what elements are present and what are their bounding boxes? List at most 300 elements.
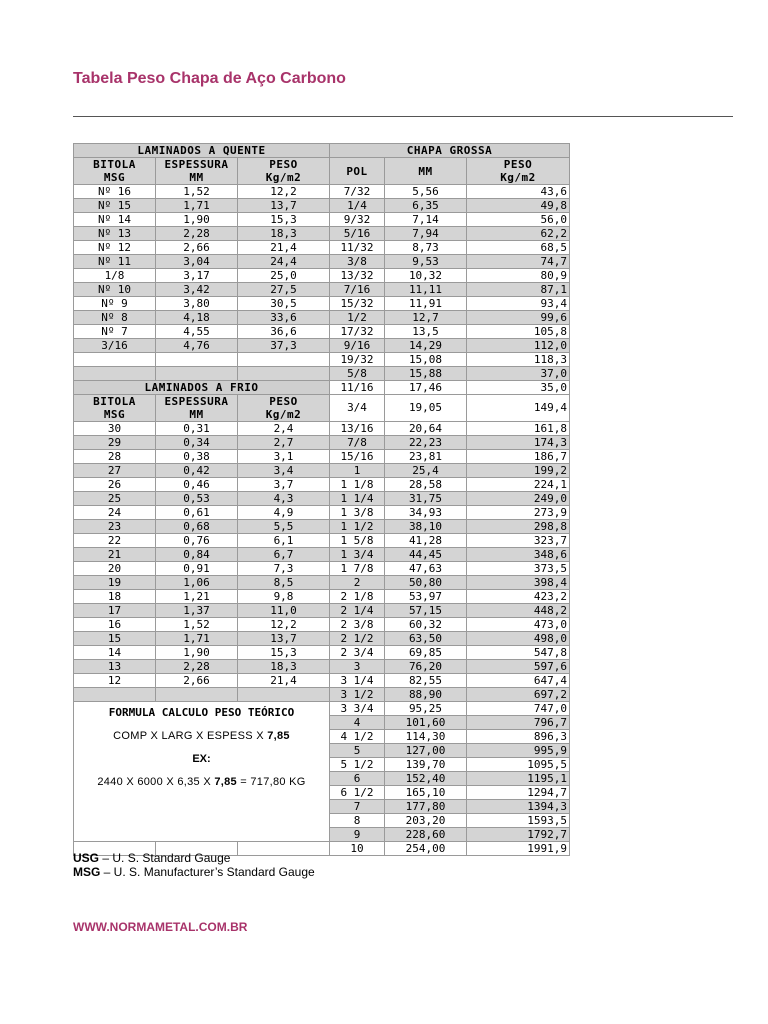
peso-cell: 348,6 xyxy=(467,548,570,562)
espessura-cell: 2,66 xyxy=(156,674,238,688)
table-row xyxy=(74,618,570,632)
pol-cell: 7 xyxy=(330,800,385,814)
pol-cell: 1/2 xyxy=(330,311,385,325)
msg-definition: MSG – U. S. Manufacturer’s Standard Gauge xyxy=(73,865,315,879)
pol-cell: 1 1/8 xyxy=(330,478,385,492)
pol-cell: 1/4 xyxy=(330,199,385,213)
peso-cell: 2,7 xyxy=(238,436,330,450)
pol-cell: 15/32 xyxy=(330,297,385,311)
mm-cell: 152,40 xyxy=(385,772,467,786)
pol-cell: 2 1/4 xyxy=(330,604,385,618)
peso-cell: 298,8 xyxy=(467,520,570,534)
peso-cell: 9,8 xyxy=(238,590,330,604)
pol-cell: 1 1/4 xyxy=(330,492,385,506)
col-header-bitola: BITOLA MSG xyxy=(74,395,156,422)
espessura-cell: 1,52 xyxy=(156,618,238,632)
espessura-cell: 3,80 xyxy=(156,297,238,311)
mm-cell: 15,08 xyxy=(385,353,467,367)
peso-cell: 1095,5 xyxy=(467,758,570,772)
mm-cell: 38,10 xyxy=(385,520,467,534)
mm-cell: 25,4 xyxy=(385,464,467,478)
peso-cell: 1593,5 xyxy=(467,814,570,828)
peso-cell: 27,5 xyxy=(238,283,330,297)
peso-cell: 896,3 xyxy=(467,730,570,744)
bitola-cell: 20 xyxy=(74,562,156,576)
pol-cell: 15/16 xyxy=(330,450,385,464)
table-row xyxy=(74,632,570,646)
pol-cell: 1 7/8 xyxy=(330,562,385,576)
bitola-cell: 24 xyxy=(74,506,156,520)
table-row xyxy=(74,297,570,311)
pol-cell: 1 3/8 xyxy=(330,506,385,520)
mm-cell: 34,93 xyxy=(385,506,467,520)
espessura-cell: 3,17 xyxy=(156,269,238,283)
bitola-cell: 23 xyxy=(74,520,156,534)
mm-cell: 9,53 xyxy=(385,255,467,269)
espessura-cell: 1,71 xyxy=(156,632,238,646)
bitola-cell: 25 xyxy=(74,492,156,506)
peso-cell: 1792,7 xyxy=(467,828,570,842)
pol-cell: 6 1/2 xyxy=(330,786,385,800)
espessura-cell: 0,34 xyxy=(156,436,238,450)
mm-cell: 127,00 xyxy=(385,744,467,758)
pol-cell: 2 xyxy=(330,576,385,590)
empty-cell xyxy=(238,688,330,702)
mm-cell: 5,56 xyxy=(385,185,467,199)
pol-cell: 2 1/2 xyxy=(330,632,385,646)
peso-cell: 68,5 xyxy=(467,241,570,255)
mm-cell: 47,63 xyxy=(385,562,467,576)
table-row xyxy=(74,506,570,520)
mm-cell: 139,70 xyxy=(385,758,467,772)
table-row xyxy=(74,450,570,464)
mm-cell: 165,10 xyxy=(385,786,467,800)
bitola-cell: 15 xyxy=(74,632,156,646)
espessura-cell: 0,84 xyxy=(156,548,238,562)
espessura-cell: 1,90 xyxy=(156,213,238,227)
peso-cell: 99,6 xyxy=(467,311,570,325)
pol-cell: 1 1/2 xyxy=(330,520,385,534)
table-row xyxy=(74,478,570,492)
peso-cell: 25,0 xyxy=(238,269,330,283)
peso-cell: 13,7 xyxy=(238,632,330,646)
pol-cell: 1 xyxy=(330,464,385,478)
peso-cell: 5,5 xyxy=(238,520,330,534)
peso-cell: 995,9 xyxy=(467,744,570,758)
bitola-cell: 1/8 xyxy=(74,269,156,283)
bitola-cell: 26 xyxy=(74,478,156,492)
usg-definition: USG – U. S. Standard Gauge xyxy=(73,851,231,865)
mm-cell: 31,75 xyxy=(385,492,467,506)
peso-cell: 1991,9 xyxy=(467,842,570,856)
peso-cell: 15,3 xyxy=(238,213,330,227)
peso-cell: 11,0 xyxy=(238,604,330,618)
mm-cell: 11,11 xyxy=(385,283,467,297)
pol-cell: 13/16 xyxy=(330,422,385,436)
formula-expression: COMP X LARG X ESPESS X 7,85 xyxy=(113,730,290,742)
mm-cell: 44,45 xyxy=(385,548,467,562)
peso-cell: 105,8 xyxy=(467,325,570,339)
peso-cell: 6,7 xyxy=(238,548,330,562)
bitola-cell: 30 xyxy=(74,422,156,436)
bitola-cell: 27 xyxy=(74,464,156,478)
section-header-thick: CHAPA GROSSA xyxy=(330,144,570,158)
bitola-cell: 19 xyxy=(74,576,156,590)
mm-cell: 7,94 xyxy=(385,227,467,241)
bitola-cell: Nº 9 xyxy=(74,297,156,311)
peso-cell: 2,4 xyxy=(238,422,330,436)
peso-cell: 43,6 xyxy=(467,185,570,199)
pol-cell: 11/32 xyxy=(330,241,385,255)
mm-cell: 14,29 xyxy=(385,339,467,353)
website-link[interactable]: WWW.NORMAMETAL.COM.BR xyxy=(73,920,248,934)
table-row xyxy=(74,395,570,422)
bitola-cell: 17 xyxy=(74,604,156,618)
table-row xyxy=(74,422,570,436)
mm-cell: 50,80 xyxy=(385,576,467,590)
espessura-cell: 2,66 xyxy=(156,241,238,255)
peso-cell: 149,4 xyxy=(467,395,570,422)
col-header-mm: MM xyxy=(385,158,467,185)
pol-cell: 9 xyxy=(330,828,385,842)
peso-cell: 199,2 xyxy=(467,464,570,478)
table-row xyxy=(74,325,570,339)
col-header-peso: PESO Kg/m2 xyxy=(238,158,330,185)
mm-cell: 203,20 xyxy=(385,814,467,828)
espessura-cell: 0,42 xyxy=(156,464,238,478)
peso-cell: 323,7 xyxy=(467,534,570,548)
mm-cell: 6,35 xyxy=(385,199,467,213)
table-row xyxy=(74,311,570,325)
peso-cell: 174,3 xyxy=(467,436,570,450)
pol-cell: 3 xyxy=(330,660,385,674)
col-header-pol: POL xyxy=(330,158,385,185)
espessura-cell: 0,68 xyxy=(156,520,238,534)
peso-cell: 547,8 xyxy=(467,646,570,660)
pol-cell: 9/32 xyxy=(330,213,385,227)
empty-cell xyxy=(156,688,238,702)
table-row xyxy=(74,702,570,716)
peso-cell: 33,6 xyxy=(238,311,330,325)
table-row xyxy=(74,283,570,297)
bitola-cell: Nº 16 xyxy=(74,185,156,199)
espessura-cell: 1,71 xyxy=(156,199,238,213)
peso-cell: 87,1 xyxy=(467,283,570,297)
bitola-cell: 13 xyxy=(74,660,156,674)
espessura-cell: 0,46 xyxy=(156,478,238,492)
table-row xyxy=(74,255,570,269)
peso-cell: 224,1 xyxy=(467,478,570,492)
table-row xyxy=(74,646,570,660)
pol-cell: 11/16 xyxy=(330,381,385,395)
pol-cell: 4 1/2 xyxy=(330,730,385,744)
espessura-cell: 3,04 xyxy=(156,255,238,269)
pol-cell: 1 3/4 xyxy=(330,548,385,562)
pol-cell: 3 1/2 xyxy=(330,688,385,702)
peso-cell: 118,3 xyxy=(467,353,570,367)
empty-cell xyxy=(74,688,156,702)
bitola-cell: Nº 10 xyxy=(74,283,156,297)
peso-cell: 161,8 xyxy=(467,422,570,436)
pol-cell: 7/32 xyxy=(330,185,385,199)
col-header-bitola: BITOLA MSG xyxy=(74,158,156,185)
peso-cell: 12,2 xyxy=(238,618,330,632)
peso-cell: 49,8 xyxy=(467,199,570,213)
mm-cell: 19,05 xyxy=(385,395,467,422)
peso-cell: 249,0 xyxy=(467,492,570,506)
table-row xyxy=(74,213,570,227)
peso-cell: 15,3 xyxy=(238,646,330,660)
col-header-espessura: ESPESSURA MM xyxy=(156,395,238,422)
table-row xyxy=(74,144,570,158)
pol-cell: 4 xyxy=(330,716,385,730)
peso-cell: 6,1 xyxy=(238,534,330,548)
peso-cell: 12,2 xyxy=(238,185,330,199)
pol-cell: 5/16 xyxy=(330,227,385,241)
page-title: Tabela Peso Chapa de Aço Carbono xyxy=(73,70,346,87)
peso-cell: 186,7 xyxy=(467,450,570,464)
espessura-cell: 2,28 xyxy=(156,227,238,241)
mm-cell: 28,58 xyxy=(385,478,467,492)
espessura-cell: 2,28 xyxy=(156,660,238,674)
espessura-cell: 1,06 xyxy=(156,576,238,590)
empty-cell xyxy=(238,353,330,367)
mm-cell: 53,97 xyxy=(385,590,467,604)
mm-cell: 76,20 xyxy=(385,660,467,674)
peso-cell: 37,3 xyxy=(238,339,330,353)
pol-cell: 13/32 xyxy=(330,269,385,283)
peso-cell: 398,4 xyxy=(467,576,570,590)
bitola-cell: 12 xyxy=(74,674,156,688)
pol-cell: 2 3/4 xyxy=(330,646,385,660)
peso-cell: 7,3 xyxy=(238,562,330,576)
section-header-hot: LAMINADOS A QUENTE xyxy=(74,144,330,158)
peso-cell: 796,7 xyxy=(467,716,570,730)
section-header-cold: LAMINADOS A FRIO xyxy=(74,381,330,395)
mm-cell: 95,25 xyxy=(385,702,467,716)
peso-cell: 473,0 xyxy=(467,618,570,632)
col-header-espessura: ESPESSURA MM xyxy=(156,158,238,185)
mm-cell: 13,5 xyxy=(385,325,467,339)
table-row xyxy=(74,562,570,576)
peso-cell: 647,4 xyxy=(467,674,570,688)
peso-cell: 8,5 xyxy=(238,576,330,590)
pol-cell: 19/32 xyxy=(330,353,385,367)
espessura-cell: 1,37 xyxy=(156,604,238,618)
formula-example: 2440 X 6000 X 6,35 X 7,85 = 717,80 KG xyxy=(97,776,306,788)
mm-cell: 17,46 xyxy=(385,381,467,395)
espessura-cell: 1,52 xyxy=(156,185,238,199)
bitola-cell: 3/16 xyxy=(74,339,156,353)
bitola-cell: 29 xyxy=(74,436,156,450)
pol-cell: 2 3/8 xyxy=(330,618,385,632)
mm-cell: 82,55 xyxy=(385,674,467,688)
table-row xyxy=(74,185,570,199)
peso-cell: 93,4 xyxy=(467,297,570,311)
mm-cell: 15,88 xyxy=(385,367,467,381)
peso-cell: 62,2 xyxy=(467,227,570,241)
mm-cell: 11,91 xyxy=(385,297,467,311)
peso-cell: 21,4 xyxy=(238,674,330,688)
espessura-cell: 4,55 xyxy=(156,325,238,339)
table-row xyxy=(74,520,570,534)
empty-cell xyxy=(74,353,156,367)
espessura-cell: 4,76 xyxy=(156,339,238,353)
bitola-cell: Nº 7 xyxy=(74,325,156,339)
peso-cell: 4,3 xyxy=(238,492,330,506)
table-row xyxy=(74,227,570,241)
mm-cell: 69,85 xyxy=(385,646,467,660)
mm-cell: 101,60 xyxy=(385,716,467,730)
pol-cell: 3 3/4 xyxy=(330,702,385,716)
pol-cell: 5 xyxy=(330,744,385,758)
peso-cell: 597,6 xyxy=(467,660,570,674)
espessura-cell: 0,76 xyxy=(156,534,238,548)
formula-block xyxy=(74,702,330,842)
pol-cell: 17/32 xyxy=(330,325,385,339)
mm-cell: 41,28 xyxy=(385,534,467,548)
mm-cell: 254,00 xyxy=(385,842,467,856)
pol-cell: 7/16 xyxy=(330,283,385,297)
peso-cell: 13,7 xyxy=(238,199,330,213)
empty-cell xyxy=(156,367,238,381)
title-divider xyxy=(73,116,733,117)
espessura-cell: 0,53 xyxy=(156,492,238,506)
pol-cell: 7/8 xyxy=(330,436,385,450)
table-row xyxy=(74,353,570,367)
empty-cell xyxy=(238,367,330,381)
mm-cell: 63,50 xyxy=(385,632,467,646)
bitola-cell: Nº 15 xyxy=(74,199,156,213)
bitola-cell: 21 xyxy=(74,548,156,562)
peso-cell: 448,2 xyxy=(467,604,570,618)
table-row xyxy=(74,241,570,255)
peso-cell: 423,2 xyxy=(467,590,570,604)
table-row xyxy=(74,548,570,562)
mm-cell: 23,81 xyxy=(385,450,467,464)
mm-cell: 177,80 xyxy=(385,800,467,814)
table-row xyxy=(74,590,570,604)
table-row xyxy=(74,199,570,213)
peso-cell: 21,4 xyxy=(238,241,330,255)
peso-cell: 1195,1 xyxy=(467,772,570,786)
peso-cell: 80,9 xyxy=(467,269,570,283)
pol-cell: 3/4 xyxy=(330,395,385,422)
bitola-cell: Nº 12 xyxy=(74,241,156,255)
steel-weight-table xyxy=(73,143,570,856)
mm-cell: 7,14 xyxy=(385,213,467,227)
bitola-cell: Nº 11 xyxy=(74,255,156,269)
table-row xyxy=(74,492,570,506)
peso-cell: 747,0 xyxy=(467,702,570,716)
espessura-cell: 0,91 xyxy=(156,562,238,576)
table-row xyxy=(74,604,570,618)
table-row xyxy=(74,436,570,450)
peso-cell: 24,4 xyxy=(238,255,330,269)
espessura-cell: 3,42 xyxy=(156,283,238,297)
mm-cell: 60,32 xyxy=(385,618,467,632)
espessura-cell: 0,31 xyxy=(156,422,238,436)
espessura-cell: 1,21 xyxy=(156,590,238,604)
formula-example-label: EX: xyxy=(192,753,211,765)
espessura-cell: 1,90 xyxy=(156,646,238,660)
empty-cell xyxy=(156,353,238,367)
table-row xyxy=(74,576,570,590)
espessura-cell: 0,38 xyxy=(156,450,238,464)
table-row xyxy=(74,381,570,395)
table-row xyxy=(74,464,570,478)
peso-cell: 373,5 xyxy=(467,562,570,576)
peso-cell: 4,9 xyxy=(238,506,330,520)
pol-cell: 8 xyxy=(330,814,385,828)
table-row xyxy=(74,674,570,688)
mm-cell: 12,7 xyxy=(385,311,467,325)
peso-cell: 112,0 xyxy=(467,339,570,353)
mm-cell: 114,30 xyxy=(385,730,467,744)
peso-cell: 3,7 xyxy=(238,478,330,492)
peso-cell: 74,7 xyxy=(467,255,570,269)
table-row xyxy=(74,534,570,548)
peso-cell: 36,6 xyxy=(238,325,330,339)
peso-cell: 3,1 xyxy=(238,450,330,464)
table-row xyxy=(74,158,570,185)
mm-cell: 10,32 xyxy=(385,269,467,283)
table-row xyxy=(74,688,570,702)
mm-cell: 88,90 xyxy=(385,688,467,702)
bitola-cell: 16 xyxy=(74,618,156,632)
mm-cell: 228,60 xyxy=(385,828,467,842)
bitola-cell: Nº 8 xyxy=(74,311,156,325)
mm-cell: 20,64 xyxy=(385,422,467,436)
pol-cell: 10 xyxy=(330,842,385,856)
mm-cell: 57,15 xyxy=(385,604,467,618)
peso-cell: 37,0 xyxy=(467,367,570,381)
pol-cell: 5/8 xyxy=(330,367,385,381)
peso-cell: 697,2 xyxy=(467,688,570,702)
peso-cell: 30,5 xyxy=(238,297,330,311)
bitola-cell: 18 xyxy=(74,590,156,604)
pol-cell: 5 1/2 xyxy=(330,758,385,772)
empty-cell xyxy=(74,367,156,381)
mm-cell: 22,23 xyxy=(385,436,467,450)
espessura-cell: 0,61 xyxy=(156,506,238,520)
bitola-cell: 28 xyxy=(74,450,156,464)
pol-cell: 1 5/8 xyxy=(330,534,385,548)
pol-cell: 3 1/4 xyxy=(330,674,385,688)
peso-cell: 273,9 xyxy=(467,506,570,520)
table-row xyxy=(74,339,570,353)
mm-cell: 8,73 xyxy=(385,241,467,255)
col-header-peso: PESO Kg/m2 xyxy=(238,395,330,422)
bitola-cell: 14 xyxy=(74,646,156,660)
col-header-peso-right: PESO Kg/m2 xyxy=(467,158,570,185)
formula-title: FORMULA CALCULO PESO TEÓRICO xyxy=(108,706,295,719)
espessura-cell: 4,18 xyxy=(156,311,238,325)
peso-cell: 56,0 xyxy=(467,213,570,227)
pol-cell: 9/16 xyxy=(330,339,385,353)
pol-cell: 2 1/8 xyxy=(330,590,385,604)
peso-cell: 1294,7 xyxy=(467,786,570,800)
peso-cell: 18,3 xyxy=(238,227,330,241)
bitola-cell: 22 xyxy=(74,534,156,548)
pol-cell: 6 xyxy=(330,772,385,786)
table-row xyxy=(74,269,570,283)
table-row xyxy=(74,367,570,381)
peso-cell: 498,0 xyxy=(467,632,570,646)
peso-cell: 3,4 xyxy=(238,464,330,478)
bitola-cell: Nº 13 xyxy=(74,227,156,241)
bitola-cell: Nº 14 xyxy=(74,213,156,227)
